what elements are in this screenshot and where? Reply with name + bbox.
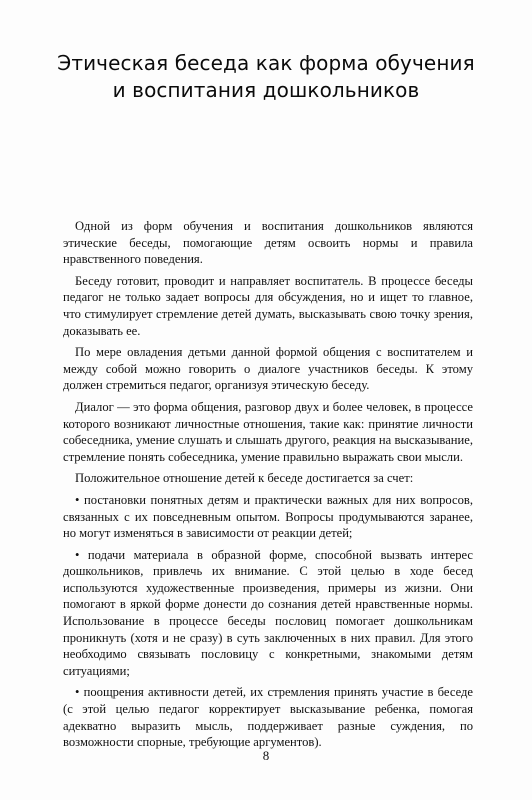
paragraph-teacher-role: Беседу готовит, проводит и направляет воспитатель. В процессе беседы педагог не только задает вопросы для обсуждения, но и ищет то главное, что стимулирует стремление детей думать, высказывать свою точку зрения, доказывать ее. — [63, 273, 473, 338]
page-title — [40, 50, 492, 104]
page-number: 8 — [262, 748, 270, 763]
paragraph-positive-attitude: Положительное отношение детей к беседе достигается за счет: — [75, 471, 414, 486]
list-item-imagery: • подачи материала в образной форме, способной вызвать интерес дошкольников, привлечь их внимание. С этой целью в ходе бесед используются художественные произведения, примеры из жизни. Они помогают в яркой форме донести до сознания детей нравственные нормы. Использование в процессе беседы пословиц помогает дошкольникам проникнуть (хотя и не сразу) в суть заключенных в них правил. Для этого необходимо связывать пословицу с конкретными, знакомыми детям ситуациями; — [63, 547, 473, 678]
paragraph-dialogue: По мере овладения детьми данной формой общения с воспитателем и между собой можно говорить о диалоге участников беседы. К этому должен стремиться педагог, организуя этическую беседу. — [63, 345, 473, 393]
list-item-activity: • поощрения активности детей, их стремления принять участие в беседе (с этой целью педагог корректирует высказывание ребенка, помогая адекватно выразить мысль, поддерживает разные суждения, по возможности спорные, требующие аргументов). — [63, 685, 473, 750]
page-title-line-1: Этическая беседа как форма обучения — [57, 51, 475, 75]
body-text — [63, 218, 473, 756]
paragraph-intro: Одной из форм обучения и воспитания дошкольников являются этические беседы, помогающие детям освоить нормы и правила нравственного поведения. — [63, 219, 473, 267]
paragraph-dialogue-definition: Диалог — это форма общения, разговор двух и более человек, в процессе которого возникают личностные отношения, такие как: принятие личности собеседника, умение слушать и слышать другого, реакция на высказывание, стремление понять собеседника, умение правильно выражать свои мысли. — [63, 399, 473, 464]
list-item-questions: • постановки понятных детям и практически важных для них вопросов, связанных с их повседневным опытом. Вопросы продумываются заранее, но могут изменяться в зависимости от реакции детей; — [63, 492, 473, 541]
page-title-line-2: и воспитания дошкольников — [112, 78, 420, 102]
